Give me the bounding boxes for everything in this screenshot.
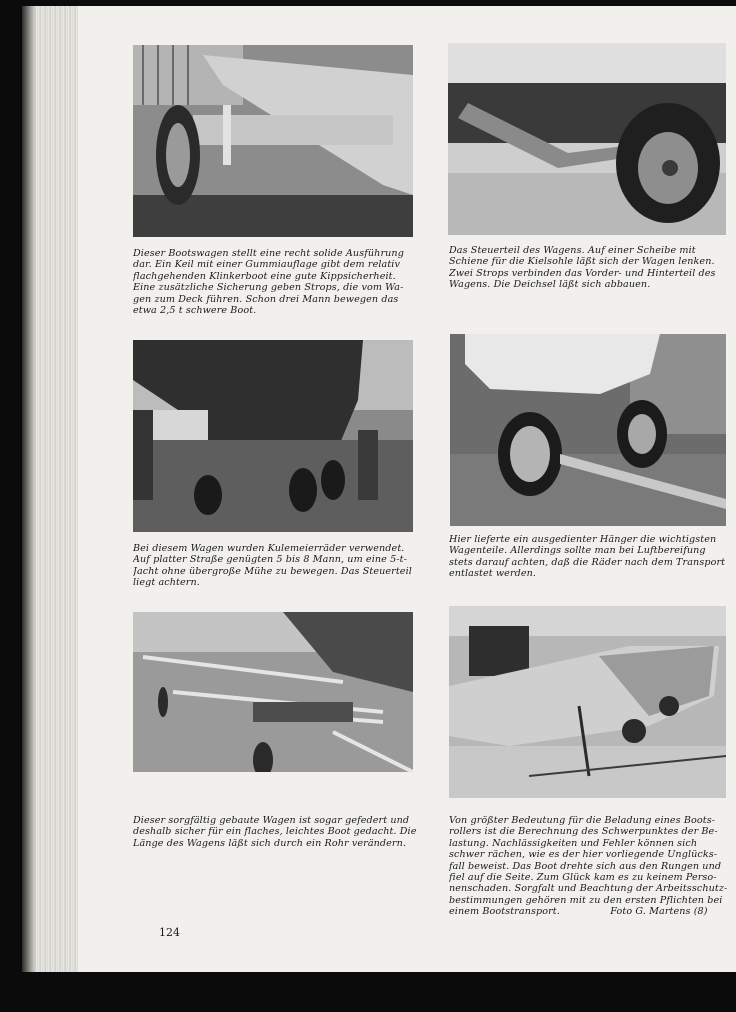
caption-line: Zwei Strops verbinden das Vorder- und Hinterteil des — [449, 267, 716, 279]
caption-line: Bei diesem Wagen wurden Kulemeierräder verwendet. — [133, 543, 405, 554]
caption-line: Hier lieferte ein ausgedienter Hänger die wichtigsten — [449, 534, 717, 545]
photo-sprung-trolley — [133, 612, 413, 772]
caption-line: liegt achtern. — [133, 577, 200, 589]
caption-photo-3 — [133, 543, 417, 589]
caption-line: flachgehenden Klinkerboot eine gute Kippsicherheit. — [133, 270, 396, 282]
caption-photo-6 — [449, 815, 733, 918]
caption-line: fiel auf die Seite. Zum Glück kam es zu keinem Perso- — [449, 872, 717, 884]
caption-line: Schiene für die Kielsohle läßt sich der Wagen lenken. — [449, 256, 715, 268]
binding-shadow — [22, 6, 36, 972]
caption-line: Auf platter Straße genügten 5 bis 8 Mann, um eine 5-t- — [133, 554, 407, 566]
caption-photo-1 — [133, 248, 417, 316]
caption-line: entlastet werden. — [449, 568, 537, 580]
caption-line: bestimmungen gehören mit zu den ersten Pflichten bei — [449, 894, 723, 906]
caption-line: einem Bootstransport. Foto G. Martens (8) — [449, 906, 708, 918]
caption-line: Wagenteile. Allerdings sollte man bei Luftbereifung — [449, 545, 706, 557]
caption-line: Jacht ohne übergroße Mühe zu bewegen. Das Steuerteil — [133, 565, 412, 577]
caption-line: schwer rächen, wie es der hier vorliegende Unglücks- — [449, 849, 718, 861]
caption-photo-5 — [133, 815, 423, 849]
caption-line: stets darauf achten, daß die Räder nach dem Transport — [449, 556, 726, 568]
caption-line: Dieser Bootswagen stellt eine recht solide Ausführung — [133, 248, 404, 259]
photo-steering-part — [448, 43, 726, 235]
caption-line: deshalb sicher für ein flaches, leichtes Boot gedacht. Die — [133, 826, 417, 838]
caption-line: gen zum Deck führen. Schon drei Mann bewegen das — [133, 293, 399, 305]
caption-line: nenschaden. Sorgfalt und Beachtung der Arbeitsschutz- — [449, 883, 728, 895]
caption-line: lastung. Nachlässigkeiten und Fehler können sich — [449, 837, 698, 849]
caption-line: Eine zusätzliche Sicherung geben Strops, die vom Wa- — [133, 282, 404, 294]
caption-photo-4 — [449, 534, 733, 580]
caption-line: Das Steuerteil des Wagens. Auf einer Scheibe mit — [449, 245, 696, 256]
photo-old-trailer-parts — [450, 334, 726, 526]
photo-kulemeier-wheels — [133, 340, 413, 532]
magazine-page — [22, 6, 736, 972]
scan-background — [0, 972, 736, 1012]
caption-line: Dieser sorgfältig gebaute Wagen ist sogar gefedert und — [133, 815, 410, 826]
caption-line: Von größter Bedeutung für die Beladung eines Boots- — [449, 815, 716, 826]
photo-boat-trolley-shed — [133, 45, 413, 237]
caption-line: Länge des Wagens läßt sich durch ein Rohr verändern. — [133, 837, 407, 849]
caption-line: Wagens. Die Deichsel läßt sich abbauen. — [449, 279, 651, 291]
caption-line: dar. Ein Keil mit einer Gummiauflage gibt dem relativ — [133, 259, 401, 271]
photo-tipped-boat — [449, 606, 726, 798]
caption-photo-2 — [449, 245, 733, 291]
caption-line: etwa 2,5 t schwere Boot. — [133, 305, 257, 317]
caption-line: rollers ist die Berechnung des Schwerpunktes der Be- — [449, 826, 718, 838]
page-number: 124 — [159, 926, 180, 939]
caption-line: fall beweist. Das Boot drehte sich aus den Rungen und — [449, 860, 722, 872]
